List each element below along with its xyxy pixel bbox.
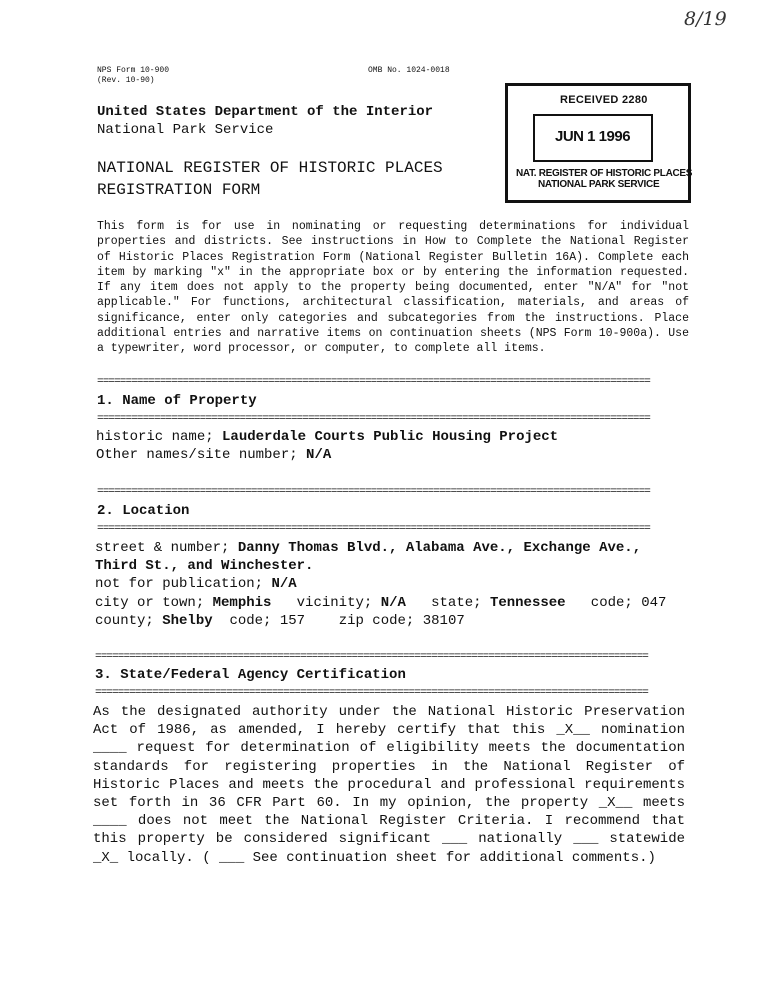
state-code-value: 047	[641, 595, 667, 611]
county-value: Shelby	[162, 613, 213, 629]
historic-name-label: historic name;	[96, 429, 214, 445]
county-row	[95, 612, 465, 630]
other-names-value: N/A	[306, 447, 332, 463]
street-row	[95, 539, 641, 557]
nfp-label: not for publication;	[95, 576, 264, 592]
form-number: NPS Form 10-900	[97, 66, 170, 75]
not-for-publication-row	[95, 575, 297, 593]
state-value: Tennessee	[489, 595, 566, 611]
street-value-1: Danny Thomas Blvd., Alabama Ave., Exchange Ave.,	[237, 540, 642, 556]
street-label: street & number;	[95, 540, 230, 556]
section-rule: =================================================================================================	[97, 376, 651, 388]
street-value-2: Third St., and Winchester.	[95, 558, 314, 574]
county-code-label: code;	[229, 613, 272, 629]
stamp-register-line: NAT. REGISTER OF HISTORIC PLACES	[516, 168, 693, 179]
other-names-row	[96, 446, 331, 464]
section2-heading: 2. Location	[97, 503, 190, 519]
zip-value: 38107	[422, 613, 465, 629]
county-code-value: 157	[279, 613, 306, 629]
other-names-label: Other names/site number;	[96, 447, 298, 463]
section1-heading: 1. Name of Property	[97, 393, 257, 409]
stamp-date: JUN 1 1996	[555, 128, 631, 145]
intro-instructions: This form is for use in nominating or requesting determinations for individual properties and districts. See instructions in How to Complete the National Register of Historic Places Registration Form (National Register Bulletin 16A). Complete each item by marking "x" in the appropriate box or by entering the information requested. If any item does not apply to the property being documented, enter "N/A" for "not applicable." For functions, architectural classification, materials, and areas of significance, enter only categories and subcategories from the instructions. Place additional entries and narrative items on continuation sheets (NPS Form 10-900a). Use a typewriter, word processor, or computer, to complete all items.	[97, 220, 689, 356]
received-stamp	[505, 83, 691, 203]
county-label: county;	[95, 613, 154, 629]
city-value: Memphis	[212, 595, 272, 611]
form-revision: (Rev. 10-90)	[97, 76, 155, 85]
certification-text: As the designated authority under the National Historic Preservation Act of 1986, as amended, I hereby certify that this _X__ nomination ____ request for determination of eligibility meets the documentation standards for registering properties in the National Register of Historic Places and meets the procedural and professional requirements set forth in 36 CFR Part 60. In my opinion, the property _X__ meets ____ does not meet the National Register Criteria. I recommend that this property be considered significant ___ nationally ___ statewide _X_ locally. ( ___ See continuation sheet for additional comments.)	[93, 704, 685, 866]
section-rule: =================================================================================================	[97, 413, 651, 425]
section-rule: =================================================================================================	[97, 523, 651, 535]
section-rule: =================================================================================================	[95, 687, 649, 699]
historic-name-row	[96, 428, 558, 446]
handwritten-page-note: 8/19	[684, 8, 727, 30]
omb-number: OMB No. 1024-0018	[368, 66, 450, 75]
vicinity-label: vicinity;	[296, 595, 373, 611]
service-name: National Park Service	[97, 122, 274, 138]
section-rule: =================================================================================================	[95, 651, 649, 663]
city-label: city or town;	[95, 595, 205, 611]
historic-name-value: Lauderdale Courts Public Housing Project	[222, 429, 559, 445]
section-rule: =================================================================================================	[97, 486, 651, 498]
department-name: United States Department of the Interior	[97, 104, 434, 120]
zip-label: zip code;	[338, 613, 415, 629]
state-label: state;	[431, 595, 482, 611]
vicinity-value: N/A	[380, 595, 406, 611]
nfp-value: N/A	[271, 576, 297, 592]
state-code-label: code;	[590, 595, 633, 611]
section3-heading: 3. State/Federal Agency Certification	[95, 667, 406, 683]
city-row	[95, 594, 666, 612]
stamp-received: RECEIVED 2280	[560, 94, 648, 106]
stamp-date-box	[533, 114, 653, 162]
form-title-line1: NATIONAL REGISTER OF HISTORIC PLACES	[97, 159, 443, 177]
stamp-service-line: NATIONAL PARK SERVICE	[538, 179, 660, 190]
form-title-line2: REGISTRATION FORM	[97, 181, 261, 199]
